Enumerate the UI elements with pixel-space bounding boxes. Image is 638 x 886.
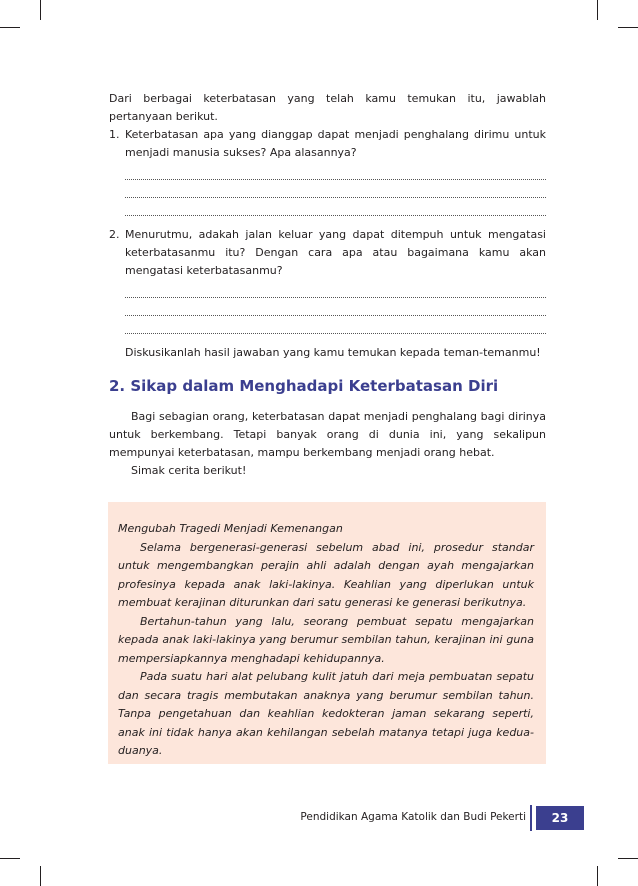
crop-mark bbox=[40, 0, 41, 20]
answer-line[interactable] bbox=[125, 180, 546, 198]
question-1 bbox=[109, 126, 546, 162]
page-content bbox=[109, 90, 546, 480]
question-list bbox=[109, 126, 546, 334]
crop-mark bbox=[597, 866, 598, 886]
crop-mark bbox=[597, 0, 598, 20]
answer-lines-2 bbox=[109, 280, 546, 334]
answer-lines-1 bbox=[109, 162, 546, 216]
question-text: Menurutmu, adakah jalan keluar yang dapat ditempuh untuk mengatasi keterbatasanmu itu? Dengan cara apa atau bagaimana kamu akan mengatasi keterbatasanmu? bbox=[125, 228, 546, 277]
story-paragraph: Bertahun-tahun yang lalu, seorang pembuat sepatu mengajarkan kepada anak laki-lakinya yang berumur sembilan tahun, kerajinan ini guna mempersiapkannya menghadapi kehidupannya. bbox=[118, 614, 534, 665]
answer-line[interactable] bbox=[125, 316, 546, 334]
page-number: 23 bbox=[536, 806, 584, 830]
crop-mark bbox=[0, 27, 20, 28]
answer-line[interactable] bbox=[125, 298, 546, 316]
story-title: Mengubah Tragedi Menjadi Kemenangan bbox=[118, 522, 343, 535]
question-number: 2. bbox=[109, 228, 120, 241]
section-title: 2. Sikap dalam Menghadapi Keterbatasan Diri bbox=[109, 377, 499, 395]
answer-line[interactable] bbox=[125, 198, 546, 216]
answer-line[interactable] bbox=[125, 162, 546, 180]
body-paragraph: Bagi sebagian orang, keterbatasan dapat menjadi penghalang bagi dirinya untuk berkembang. Tetapi banyak orang di dunia ini, yang sekalipun mempunyai keterbatasan, mampu berkembang menjadi orang hebat. bbox=[109, 410, 546, 459]
discussion-instruction: Diskusikanlah hasil jawaban yang kamu temukan kepada teman-temanmu! bbox=[125, 346, 541, 359]
story-prompt: Simak cerita berikut! bbox=[131, 464, 247, 477]
question-text: Keterbatasan apa yang dianggap dapat menjadi penghalang dirimu untuk menjadi manusia sukses? Apa alasannya? bbox=[125, 128, 546, 159]
question-number: 1. bbox=[109, 128, 120, 141]
crop-mark bbox=[618, 858, 638, 859]
story-paragraph: Pada suatu hari alat pelubang kulit jatuh dari meja pembuatan sepatu dan secara tragis membutakan anaknya yang berumur sembilan tahun. Tanpa pengetahuan dan keahlian kedokteran jaman sekarang seperti, anak ini tidak hanya akan kehilangan sebelah matanya tetapi juga kedua-duanya. bbox=[118, 670, 534, 757]
crop-mark bbox=[40, 866, 41, 886]
footer-book-title: Pendidikan Agama Katolik dan Budi Pekerti bbox=[300, 811, 526, 823]
intro-text: Dari berbagai keterbatasan yang telah kamu temukan itu, jawablah pertanyaan berikut. bbox=[109, 92, 546, 123]
footer-divider bbox=[530, 805, 532, 831]
crop-mark bbox=[0, 858, 20, 859]
question-2 bbox=[109, 226, 546, 280]
answer-line[interactable] bbox=[125, 280, 546, 298]
story-paragraph: Selama bergenerasi-generasi sebelum abad ini, prosedur standar untuk mengembangkan perajin ahli adalah dengan ayah mengajarkan profesinya kepada anak laki-lakinya. Keahlian yang diperlukan untuk membuat kerajinan diturunkan dari satu generasi ke generasi berikutnya. bbox=[118, 540, 534, 609]
story-box bbox=[108, 502, 546, 764]
crop-mark bbox=[618, 27, 638, 28]
